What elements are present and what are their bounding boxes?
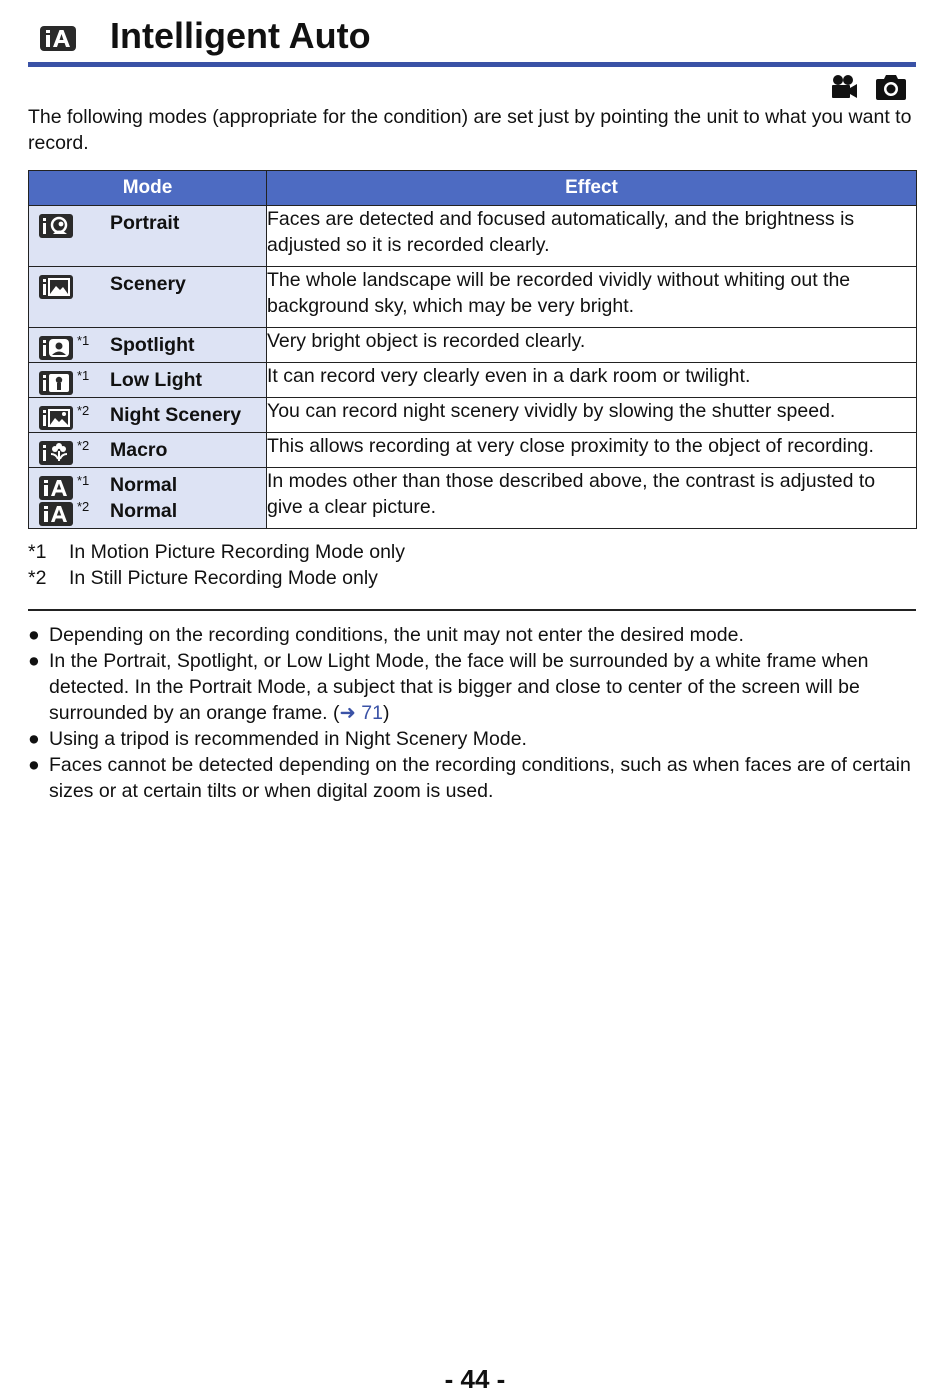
mode-name: Night Scenery <box>110 404 242 426</box>
effect-cell: Faces are detected and focused automatically, and the brightness is adjusted so it is recorded clearly. <box>267 206 917 267</box>
mode-name: Normal <box>110 500 178 522</box>
effect-cell: In modes other than those described above, the contrast is adjusted to give a clear picture. <box>267 468 917 529</box>
note-text: Depending on the recording conditions, the unit may not enter the desired mode. <box>49 624 744 646</box>
table-row <box>29 398 917 433</box>
spotlight-icon <box>39 336 73 360</box>
list-item <box>28 622 916 648</box>
mode-footnote-mark: *2 <box>77 438 90 453</box>
mode-cell <box>29 206 267 267</box>
effect-cell: This allows recording at very close proximity to the object of recording. <box>267 433 917 468</box>
mode-footnote-mark: *2 <box>77 499 90 514</box>
list-item <box>28 752 916 804</box>
bullet-icon: ● <box>28 728 40 750</box>
title-row <box>28 10 916 58</box>
title-rule <box>28 62 916 67</box>
motion-picture-icon <box>828 74 858 100</box>
mode-name: Portrait <box>110 212 180 234</box>
mode-entry <box>29 271 266 297</box>
mode-entry <box>29 402 266 428</box>
column-header-mode: Mode <box>29 171 267 206</box>
mode-name: Normal <box>110 474 178 496</box>
mode-cell <box>29 433 267 468</box>
mode-cell <box>29 363 267 398</box>
mode-entry <box>29 437 266 463</box>
mode-footnote-mark: *1 <box>77 333 90 348</box>
still-picture-icon <box>874 74 908 101</box>
footnote-mark: *2 <box>28 567 47 589</box>
ia-normal-icon <box>39 476 73 500</box>
list-item <box>28 648 916 726</box>
section-divider <box>28 609 916 611</box>
mode-cell <box>29 468 267 529</box>
list-item <box>28 726 916 752</box>
reference-arrow-icon: ➜ <box>339 702 356 724</box>
footnote-text: In Motion Picture Recording Mode only <box>69 541 406 563</box>
note-text: Faces cannot be detected depending on the recording conditions, such as when faces are of certain sizes or at certain tilts or when digital zoom is used. <box>49 754 911 802</box>
mode-footnote-mark: *2 <box>77 403 90 418</box>
effect-cell: You can record night scenery vividly by slowing the shutter speed. <box>267 398 917 433</box>
note-text-end: ) <box>382 702 390 724</box>
bullet-icon: ● <box>28 754 40 776</box>
notes-list <box>28 622 916 804</box>
mode-cell <box>29 398 267 433</box>
bullet-icon: ● <box>28 650 40 672</box>
mode-icons <box>826 74 916 102</box>
mode-footnote-mark: *1 <box>77 473 90 488</box>
mode-footnote-mark: *1 <box>77 368 90 383</box>
mode-name: Spotlight <box>110 334 195 356</box>
ia-mode-icon <box>40 26 76 51</box>
effect-cell: The whole landscape will be recorded vividly without whiting out the background sky, which may be very bright. <box>267 267 917 328</box>
mode-name: Low Light <box>110 369 203 391</box>
page-number: - 44 - <box>444 1364 506 1394</box>
intro-paragraph: The following modes (appropriate for the condition) are set just by pointing the unit to what you want to record. <box>28 106 912 154</box>
footnote-text: In Still Picture Recording Mode only <box>69 567 378 589</box>
mode-entry <box>29 210 266 236</box>
mode-entry <box>29 498 266 524</box>
ia-normal-icon <box>39 502 73 526</box>
macro-icon <box>39 441 73 465</box>
footnote-mark: *1 <box>28 541 47 563</box>
mode-name: Scenery <box>110 273 186 295</box>
table-header-row <box>29 171 917 206</box>
mode-entry <box>29 367 266 393</box>
effect-cell: Very bright object is recorded clearly. <box>267 328 917 363</box>
column-header-effect: Effect <box>267 171 917 206</box>
mode-entry <box>29 472 266 498</box>
modes-table <box>28 170 917 529</box>
page-reference-link[interactable]: 71 <box>361 702 383 724</box>
page-title: Intelligent Auto <box>110 15 371 56</box>
scenery-icon <box>39 275 73 299</box>
table-row <box>29 267 917 328</box>
table-row <box>29 433 917 468</box>
table-row <box>29 206 917 267</box>
mode-cell <box>29 267 267 328</box>
bullet-icon: ● <box>28 624 40 646</box>
mode-name: Macro <box>110 439 168 461</box>
note-text: In the Portrait, Spotlight, or Low Light Mode, the face will be surrounded by a white frame when detected. In the Portrait Mode, a subject that is bigger and close to center of the screen will be surrounded by an orange frame. ( <box>49 650 869 724</box>
effect-cell: It can record very clearly even in a dark room or twilight. <box>267 363 917 398</box>
table-row <box>29 328 917 363</box>
low-light-icon <box>39 371 73 395</box>
note-text: Using a tripod is recommended in Night Scenery Mode. <box>49 728 527 750</box>
night-scenery-icon <box>39 406 73 430</box>
table-row <box>29 363 917 398</box>
table-row <box>29 468 917 529</box>
portrait-icon <box>39 214 73 238</box>
mode-cell <box>29 328 267 363</box>
mode-entry <box>29 332 266 358</box>
